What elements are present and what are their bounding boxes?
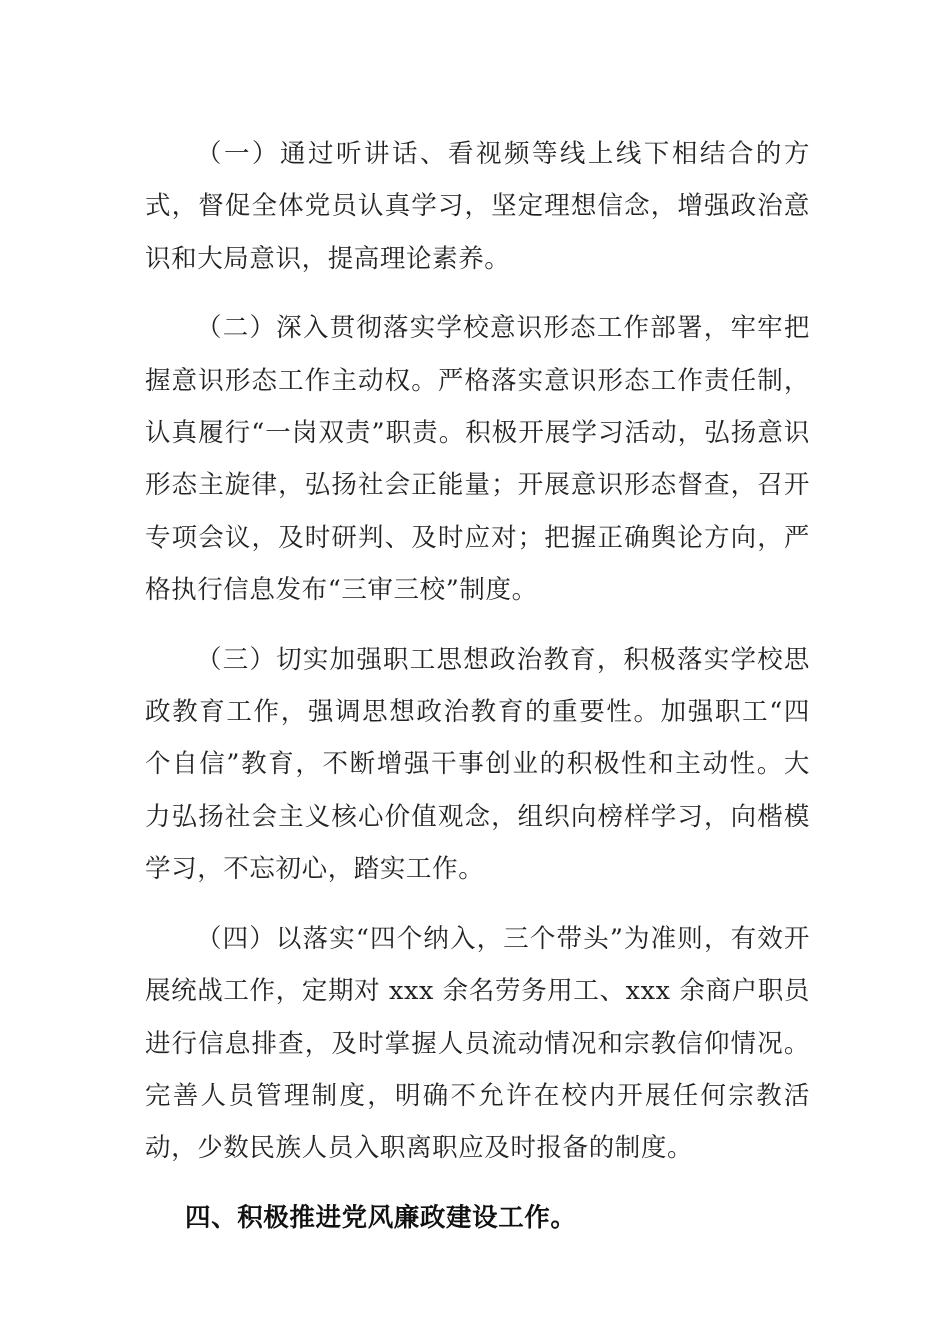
paragraph-4: （四）以落实“四个纳入，三个带头”为准则，有效开展统战工作，定期对 xxx 余名劳务用工、xxx 余商户职员进行信息排查，及时掌握人员流动情况和宗教信仰情况。完善人员管理制度，明确不允许在校内开展任何宗教活动，少数民族人员入职离职应及时报备的制度。 bbox=[145, 923, 810, 1164]
document-body bbox=[145, 128, 810, 1244]
section-heading: 四、积极推进党风廉政建设工作。 bbox=[185, 1202, 577, 1233]
paragraph-2: （二）深入贯彻落实学校意识形态工作部署，牢牢把握意识形态工作主动权。严格落实意识形态工作责任制，认真履行“一岗双责”职责。积极开展学习活动，弘扬意识形态主旋律，弘扬社会正能量；开展意识形态督查，召开专项会议，及时研判、及时应对；把握正确舆论方向，严格执行信息发布“三审三校”制度。 bbox=[145, 313, 810, 606]
paragraph-3: （三）切实加强职工思想政治教育，积极落实学校思政教育工作，强调思想政治教育的重要性。加强职工“四个自信”教育，不断增强干事创业的积极性和主动性。大力弘扬社会主义核心价值观念，组织向榜样学习，向楷模学习，不忘初心，踏实工作。 bbox=[145, 644, 810, 885]
paragraph-1: （一）通过听讲话、看视频等线上线下相结合的方式，督促全体党员认真学习，坚定理想信念，增强政治意识和大局意识，提高理论素养。 bbox=[145, 139, 810, 274]
